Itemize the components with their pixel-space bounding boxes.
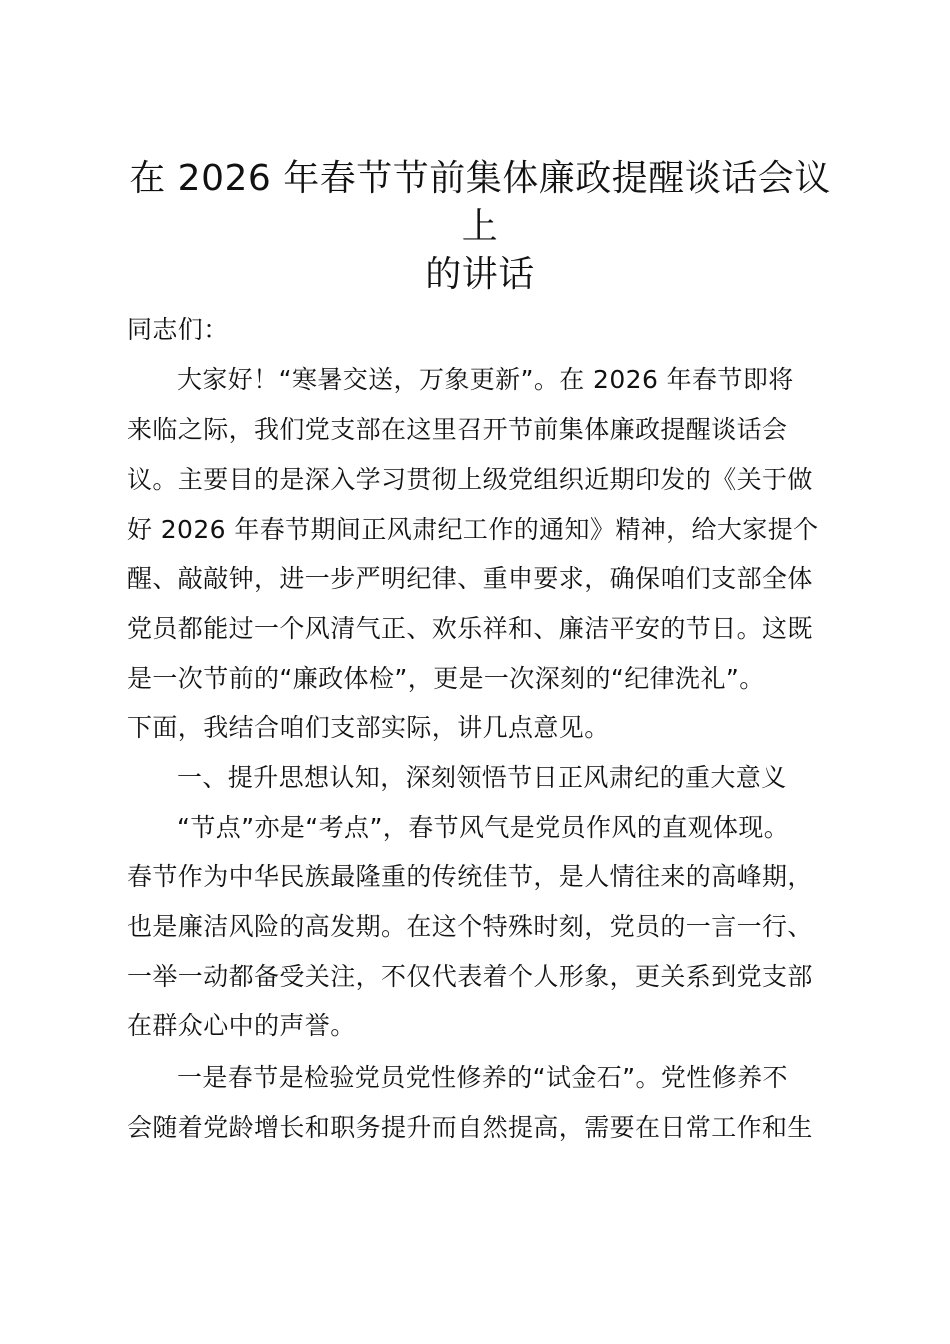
paragraph-line: 也是廉洁风险的高发期。在这个特殊时刻，党员的一言一行、: [127, 912, 813, 941]
document-title: [127, 155, 833, 299]
title-line-2: 的讲话: [425, 254, 535, 295]
paragraph-line: 来临之际，我们党支部在这里召开节前集体廉政提醒谈话会: [127, 415, 788, 444]
paragraph-line: 在群众心中的声誉。: [127, 1011, 356, 1040]
paragraph-line: 醒、敲敲钟，进一步严明纪律、重申要求，确保咱们支部全体: [127, 564, 813, 593]
section-heading-1: 一、提升思想认知，深刻领悟节日正风肃纪的重大意义: [177, 763, 787, 792]
paragraph-line: 下面，我结合咱们支部实际，讲几点意见。: [127, 713, 610, 742]
paragraph-line: 是一次节前的“廉政体检”，更是一次深刻的“纪律洗礼”。: [127, 664, 765, 693]
paragraph-line: 一是春节是检验党员党性修养的“试金石”。党性修养不: [177, 1063, 788, 1092]
paragraph-line: 春节作为中华民族最隆重的传统佳节，是人情往来的高峰期，: [127, 862, 813, 891]
paragraph-line: “节点”亦是“考点”，春节风气是党员作风的直观体现。: [177, 813, 790, 842]
title-line-1: 在 2026 年春节节前集体廉政提醒谈话会议上: [129, 158, 831, 247]
paragraph-line: 会随着党龄增长和职务提升而自然提高，需要在日常工作和生: [127, 1113, 813, 1142]
salutation: 同志们：: [127, 315, 229, 344]
paragraph-line: 一举一动都备受关注，不仅代表着个人形象，更关系到党支部: [127, 962, 813, 991]
paragraph-line: 议。主要目的是深入学习贯彻上级党组织近期印发的《关于做: [127, 465, 813, 494]
paragraph-line: 党员都能过一个风清气正、欢乐祥和、廉洁平安的节日。这既: [127, 614, 813, 643]
paragraph-line: 大家好！“寒暑交送，万象更新”。在 2026 年春节即将: [177, 365, 794, 394]
paragraph-line: 好 2026 年春节期间正风肃纪工作的通知》精神，给大家提个: [127, 515, 819, 544]
